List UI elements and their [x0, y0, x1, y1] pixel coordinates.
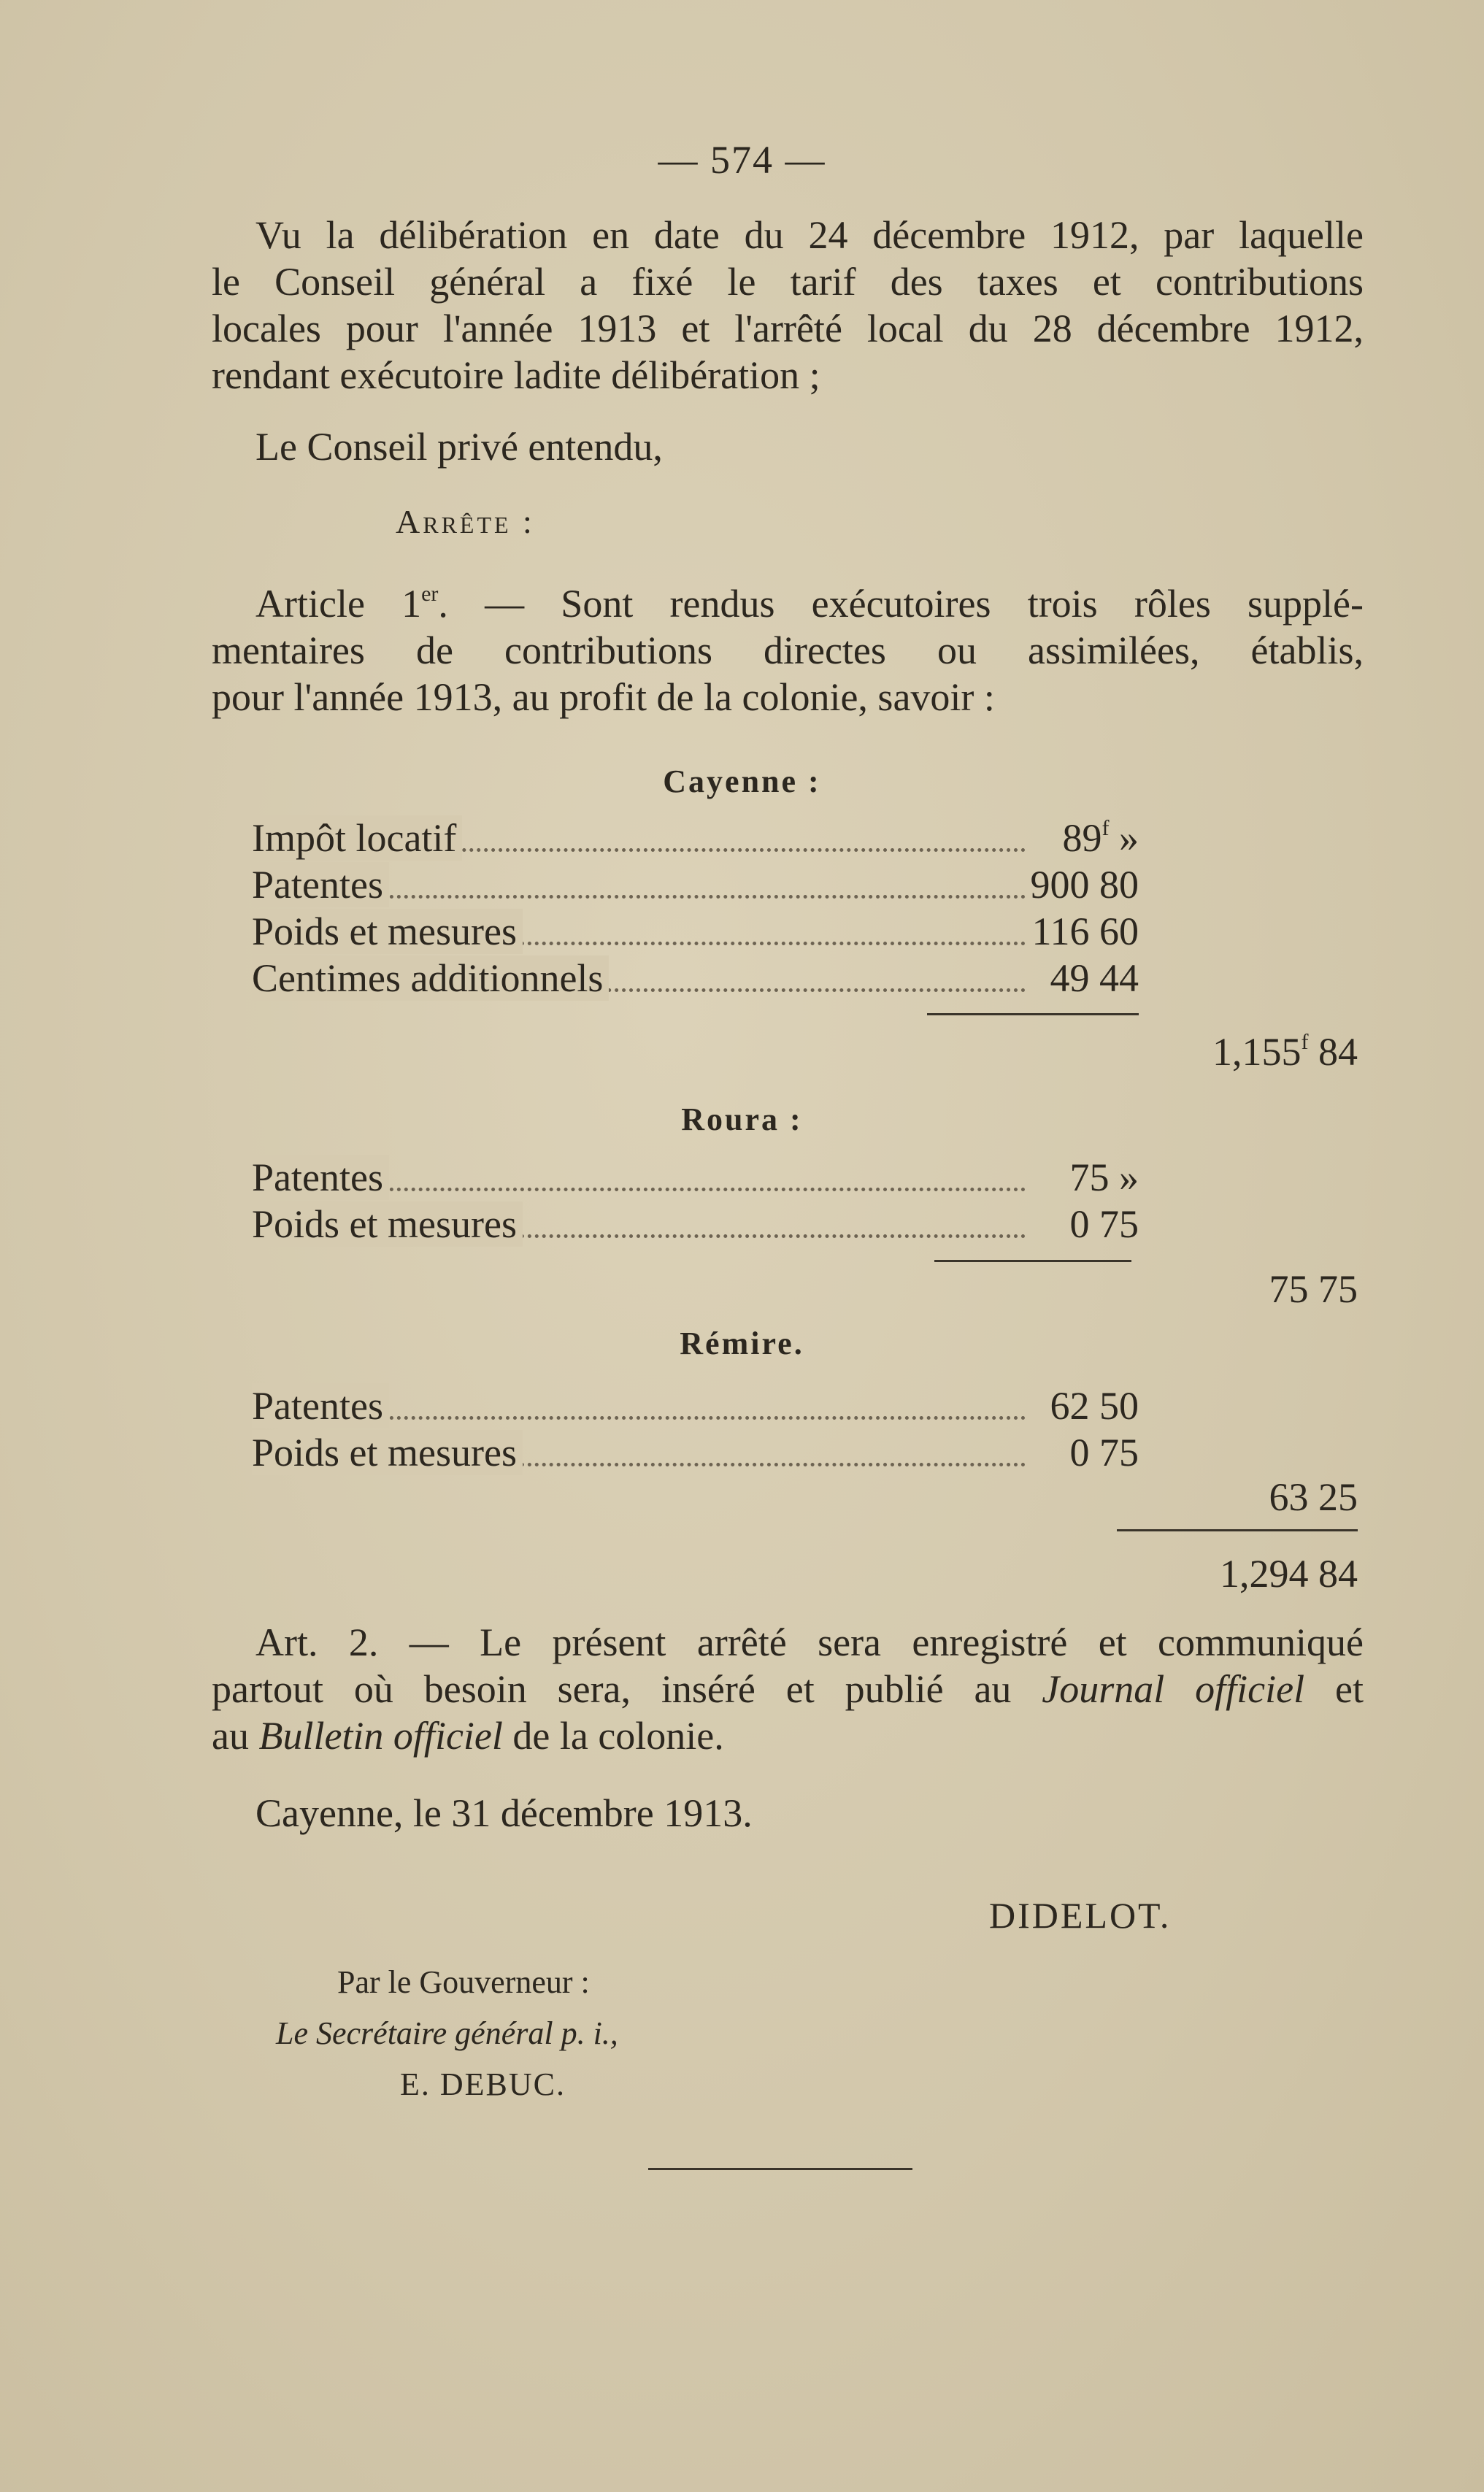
- table-row: [252, 1201, 1026, 1248]
- subtotal-roura: 75 75: [1269, 1267, 1358, 1311]
- preamble-line-2: le Conseil général a fixé le tarif des taxes et contributions: [212, 260, 1364, 304]
- article1-line-1: Article 1er. — Sont rendus exécutoires trois rôles supplé-: [255, 582, 1364, 626]
- article1-line-2: mentaires de contributions directes ou assimilées, établis,: [212, 628, 1364, 672]
- arrete-heading: Arrête :: [396, 503, 535, 540]
- row-label: Patentes: [252, 1383, 389, 1428]
- row-label: Centimes additionnels: [252, 955, 609, 1001]
- row-label: Patentes: [252, 862, 389, 907]
- secretaire-title: Le Secrétaire général p. i.,: [276, 2015, 618, 2051]
- signature: DIDELOT.: [989, 1895, 1172, 1936]
- row-label: Poids et mesures: [252, 1430, 523, 1475]
- subtotal-rule: [934, 1260, 1131, 1262]
- section-title-cayenne: Cayenne :: [663, 764, 821, 799]
- table-row: [252, 909, 1026, 955]
- table-row: [252, 1383, 1026, 1430]
- article1-line-3: pour l'année 1913, au profit de la colonie, savoir :: [212, 675, 995, 719]
- preamble-line-4: rendant exécutoire ladite délibération ;: [212, 353, 820, 397]
- section-title-roura: Roura :: [681, 1101, 803, 1137]
- table-row: [252, 1430, 1026, 1477]
- table-row: [252, 955, 1026, 1002]
- grand-total-rule: [1117, 1529, 1358, 1531]
- closing-rule: [648, 2168, 912, 2170]
- par-le-gouverneur: Par le Gouverneur :: [337, 1964, 590, 2000]
- grand-total: 1,294 84: [1220, 1552, 1358, 1596]
- row-label: Patentes: [252, 1155, 389, 1200]
- subtotal-remire: 63 25: [1269, 1475, 1358, 1519]
- row-label: Poids et mesures: [252, 1201, 523, 1247]
- row-amount: 62 50: [1050, 1384, 1139, 1428]
- subtotal-rule: [927, 1013, 1139, 1015]
- secretaire-name: E. DEBUC.: [400, 2066, 566, 2102]
- table-row: [252, 862, 1026, 909]
- date-line: Cayenne, le 31 décembre 1913.: [255, 1791, 753, 1835]
- subtotal-cayenne: 1,155$^f$ 84: [1212, 1030, 1358, 1074]
- row-amount: 0 75: [1069, 1431, 1139, 1474]
- preamble-line-1: Vu la délibération en date du 24 décembre 1912, par laquelle: [255, 213, 1364, 257]
- section-title-remire: Rémire.: [680, 1326, 804, 1361]
- row-amount: 75 »: [1069, 1155, 1139, 1199]
- preamble-line-3: locales pour l'année 1913 et l'arrêté local du 28 décembre 1912,: [212, 307, 1364, 350]
- table-row: [252, 815, 1026, 862]
- article2-line-2: partout où besoin sera, inséré et publié au Journal officiel et: [212, 1667, 1364, 1711]
- row-amount: 89$^f$ »: [1062, 816, 1139, 860]
- row-label: Poids et mesures: [252, 909, 523, 954]
- conseil-line: Le Conseil privé entendu,: [255, 425, 663, 469]
- row-label: Impôt locatif: [252, 815, 462, 861]
- article2-line-1: Art. 2. — Le présent arrêté sera enregistré et communiqué: [255, 1620, 1364, 1664]
- page-number: — 574 —: [658, 138, 826, 182]
- row-amount: 116 60: [1031, 909, 1139, 953]
- row-amount: 900 80: [1030, 863, 1139, 907]
- article2-line-3: au Bulletin officiel de la colonie.: [212, 1714, 724, 1758]
- row-amount: 0 75: [1069, 1202, 1139, 1246]
- row-amount: 49 44: [1050, 956, 1139, 1000]
- table-row: [252, 1155, 1026, 1201]
